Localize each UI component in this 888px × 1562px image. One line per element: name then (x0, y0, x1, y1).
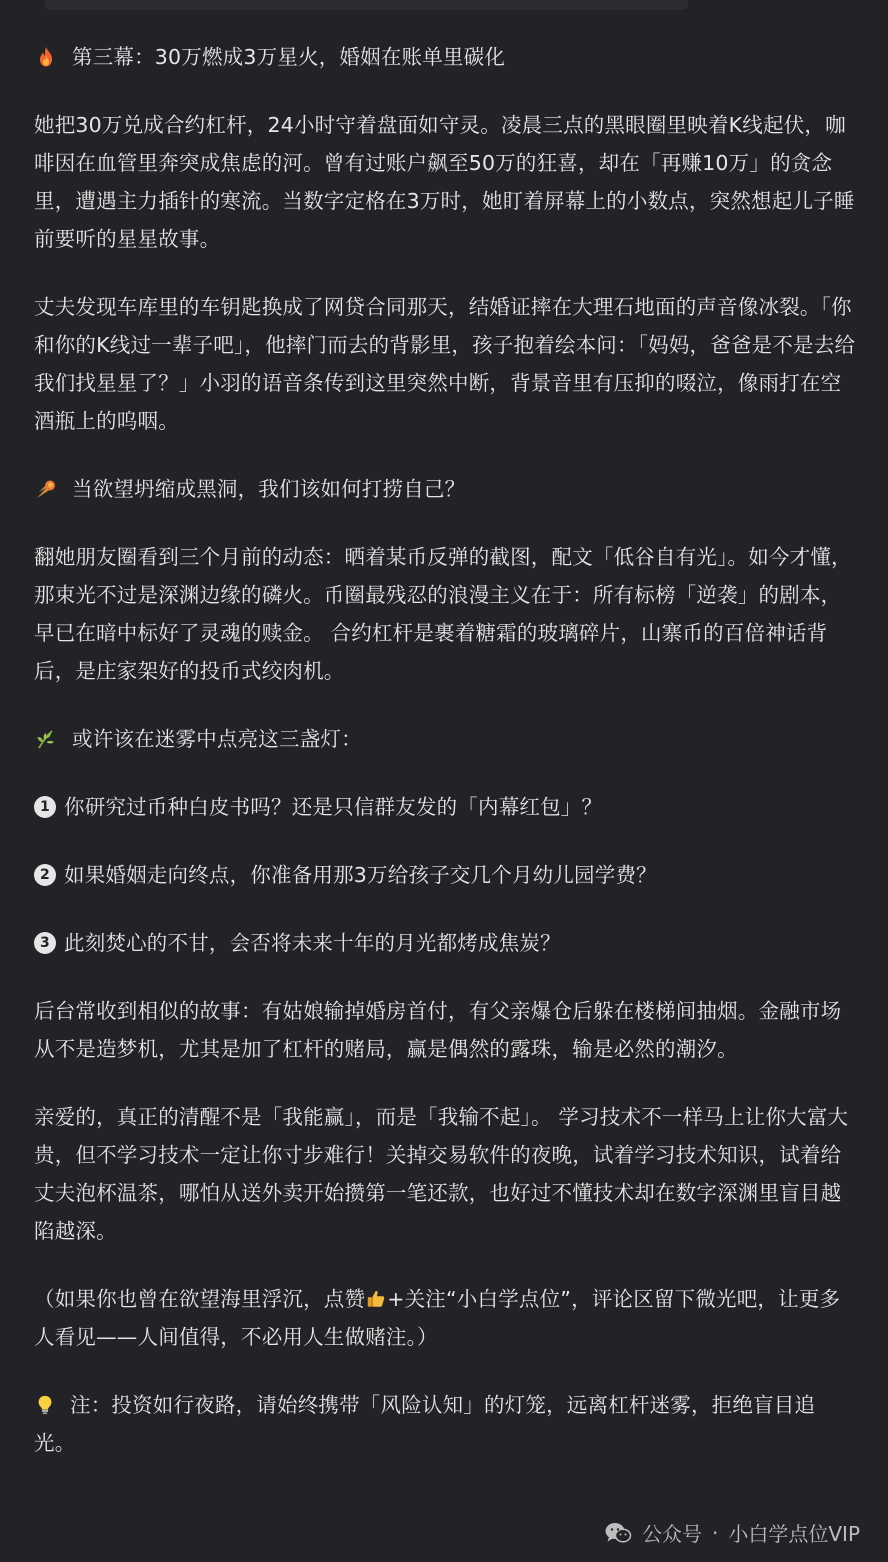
heading-text: 或许该在迷雾中点亮这三盏灯： (72, 727, 362, 751)
question-item-1 (34, 788, 856, 826)
question-text: 此刻焚心的不甘，会否将未来十年的月光都烤成焦炭？ (64, 931, 561, 955)
section-heading-act-three (34, 38, 856, 76)
section-heading-black-hole (34, 470, 856, 508)
cta-text-before: （如果你也曾在欲望海里浮沉，点赞 (34, 1287, 366, 1311)
circled-number-1: 1 (34, 796, 56, 818)
paragraph-similar-stories: 后台常收到相似的故事：有姑娘输掉婚房首付，有父亲爆仓后躲在楼梯间抽烟。金融市场从不是造梦机，尤其是加了杠杆的赌局，赢是偶然的露珠，输是必然的潮汐。 (34, 999, 842, 1061)
wechat-icon (604, 1521, 632, 1545)
section-heading-three-lamps (34, 720, 856, 758)
top-edge-bar (45, 0, 688, 10)
paragraph-call-to-action (34, 1280, 856, 1356)
circled-number-3: 3 (34, 932, 56, 954)
paragraph-contract-leverage: 她把30万兑成合约杠杆，24小时守着盘面如守灵。凌晨三点的黑眼圈里映着K线起伏，咖啡因在血管里奔突成焦虑的河。曾有过账户飙至50万的狂喜，却在「再赚10万」的贪念里，遭遇主力插针的寒流。当数字定格在3万时，她盯着屏幕上的小数点，突然想起儿子睡前要听的星星故事。 (34, 113, 855, 251)
paragraph-husband-leaves: 丈夫发现车库里的车钥匙换成了网贷合同那天，结婚证摔在大理石地面的声音像冰裂。「你和你的K线过一辈子吧」，他摔门而去的背影里，孩子抱着绘本问：「妈妈，爸爸是不是去给我们找星星了？」小羽的语音条传到这里突然中断，背景音里有压抑的啜泣，像雨打在空酒瓶上的呜咽。 (34, 295, 856, 433)
comet-icon (34, 477, 58, 501)
watermark-account: 小白学点位VIP (728, 1522, 860, 1546)
watermark-label: 公众号 (642, 1522, 702, 1546)
fire-icon (34, 45, 58, 69)
risk-note (34, 1386, 856, 1462)
paragraph-moments-post: 翻她朋友圈看到三个月前的动态：晒着某币反弹的截图，配文「低谷自有光」。如今才懂，那束光不过是深渊边缘的磷火。币圈最残忍的浪漫主义在于：所有标榜「逆袭」的剧本，早已在暗中标好了灵魂的赎金。 合约杠杆是裹着糖霜的玻璃碎片，山寨币的百倍神话背后，是庄家架好的投币式绞肉机。 (34, 545, 852, 683)
thumbs-up-icon (365, 1284, 387, 1306)
cta-text-after: +关注“小白学点位”，评论区留下微光吧，让更多人看见——人间值得，不必用人生做赌注。） (34, 1287, 841, 1349)
lightbulb-icon (34, 1390, 56, 1412)
article-body (34, 38, 856, 1462)
heading-text: 第三幕：30万燃成3万星火，婚姻在账单里碳化 (72, 45, 506, 69)
paragraph-true-clarity: 亲爱的，真正的清醒不是「我能赢」，而是「我输不起」。 学习技术不一样马上让你大富大贵，但不学习技术一定让你寸步难行！关掉交易软件的夜晚，试着学习技术知识，试着给丈夫泡杯温茶，哪怕从送外卖开始攒第一笔还款，也好过不懂技术却在数字深渊里盲目越陷越深。 (34, 1105, 849, 1243)
note-text: 注：投资如行夜路，请始终携带「风险认知」的灯笼，远离杠杆迷雾，拒绝盲目追光。 (34, 1393, 816, 1455)
question-text: 如果婚姻走向终点，你准备用那3万给孩子交几个月幼儿园学费？ (64, 863, 657, 887)
herb-icon (34, 727, 58, 751)
question-item-2 (34, 856, 856, 894)
question-item-3 (34, 924, 856, 962)
wechat-account-watermark (604, 1518, 860, 1547)
circled-number-2: 2 (34, 864, 56, 886)
question-text: 你研究过币种白皮书吗？还是只信群友发的「内幕红包」？ (64, 795, 603, 819)
watermark-separator: · (712, 1520, 719, 1545)
heading-text: 当欲望坍缩成黑洞，我们该如何打捞自己？ (72, 477, 466, 501)
